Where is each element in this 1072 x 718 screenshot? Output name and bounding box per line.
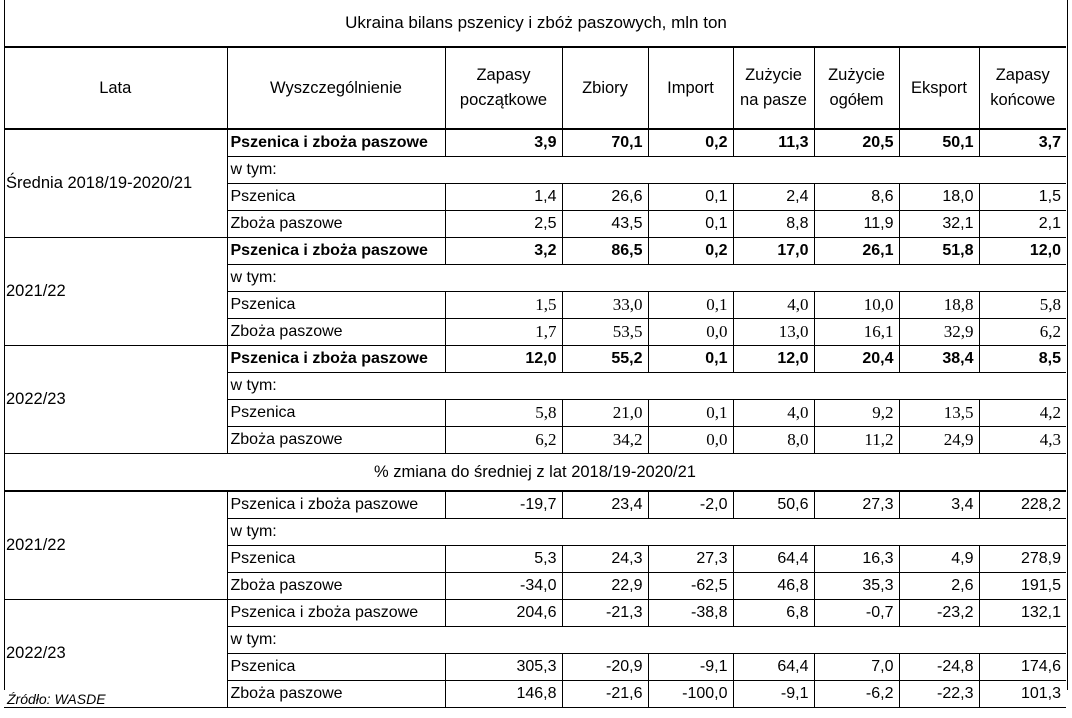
value-cell: 20,4 [814,346,899,373]
value-cell: 1,7 [445,319,562,346]
value-cell: -9,1 [733,681,814,708]
empty-cell [648,519,733,546]
value-cell: 64,4 [733,654,814,681]
value-cell: -19,7 [445,491,562,519]
value-cell: 17,0 [733,238,814,265]
row-label: Pszenica i zboża paszowe [227,600,445,627]
value-cell: 6,2 [979,319,1066,346]
row-label: Pszenica i zboża paszowe [227,129,445,157]
empty-cell [733,373,814,400]
value-cell: 0,1 [648,346,733,373]
column-header: Zbiory [562,47,648,129]
column-header: Zapasy końcowe [979,47,1066,129]
row-label: Zboża paszowe [227,319,445,346]
value-cell: -24,8 [899,654,979,681]
value-cell: 5,8 [445,400,562,427]
value-cell: 13,5 [899,400,979,427]
source-note: Źródło: WASDE [7,691,106,707]
value-cell: 8,5 [979,346,1066,373]
value-cell: 3,7 [979,129,1066,157]
column-header: Zużycie na pasze [733,47,814,129]
balance-table [4,46,1066,708]
value-cell: 18,8 [899,292,979,319]
empty-cell [562,265,648,292]
row-label: Pszenica [227,292,445,319]
column-header: Wyszczególnienie [227,47,445,129]
value-cell: 146,8 [445,681,562,708]
row-label: Zboża paszowe [227,681,445,708]
value-cell: 4,0 [733,400,814,427]
empty-cell [899,265,979,292]
year-label: 2021/22 [4,238,227,346]
value-cell: 16,3 [814,546,899,573]
value-cell: 27,3 [814,491,899,519]
value-cell: 0,2 [648,238,733,265]
value-cell: 38,4 [899,346,979,373]
table-row [4,600,1066,627]
table-row [4,238,1066,265]
value-cell: 8,6 [814,184,899,211]
empty-cell [733,627,814,654]
value-cell: 0,1 [648,184,733,211]
row-label: Zboża paszowe [227,211,445,238]
empty-cell [979,519,1066,546]
table-row [4,346,1066,373]
row-label: Pszenica [227,654,445,681]
row-label: w tym: [227,627,445,654]
column-header: Eksport [899,47,979,129]
empty-cell [814,627,899,654]
column-header: Import [648,47,733,129]
value-cell: 7,0 [814,654,899,681]
value-cell: 0,0 [648,319,733,346]
value-cell: 22,9 [562,573,648,600]
value-cell: 24,3 [562,546,648,573]
value-cell: 3,2 [445,238,562,265]
value-cell: 1,4 [445,184,562,211]
value-cell: 13,0 [733,319,814,346]
value-cell: 16,1 [814,319,899,346]
value-cell: 20,5 [814,129,899,157]
empty-cell [899,627,979,654]
year-label: 2022/23 [4,346,227,454]
value-cell: 27,3 [648,546,733,573]
row-label: w tym: [227,265,445,292]
value-cell: 50,1 [899,129,979,157]
value-cell: 55,2 [562,346,648,373]
value-cell: 8,0 [733,427,814,454]
value-cell: 5,3 [445,546,562,573]
percent-change-row [4,454,1066,492]
value-cell: 12,0 [979,238,1066,265]
value-cell: 26,6 [562,184,648,211]
value-cell: 191,5 [979,573,1066,600]
row-label: Zboża paszowe [227,427,445,454]
empty-cell [979,265,1066,292]
value-cell: -62,5 [648,573,733,600]
value-cell: 4,9 [899,546,979,573]
empty-cell [979,157,1066,184]
value-cell: 278,9 [979,546,1066,573]
value-cell: 26,1 [814,238,899,265]
value-cell: 4,3 [979,427,1066,454]
empty-cell [733,265,814,292]
value-cell: -23,2 [899,600,979,627]
value-cell: 0,1 [648,400,733,427]
empty-cell [562,519,648,546]
value-cell: 6,8 [733,600,814,627]
empty-cell [899,373,979,400]
row-label: w tym: [227,373,445,400]
value-cell: 53,5 [562,319,648,346]
value-cell: 132,1 [979,600,1066,627]
empty-cell [648,627,733,654]
value-cell: 11,9 [814,211,899,238]
value-cell: 0,1 [648,211,733,238]
percent-change-title: % zmiana do średniej z lat 2018/19-2020/21 [4,454,1066,492]
value-cell: 2,1 [979,211,1066,238]
table-row [4,129,1066,157]
year-label: Średnia 2018/19-2020/21 [4,129,227,238]
column-header: Zapasy początkowe [445,47,562,129]
row-label: w tym: [227,519,445,546]
row-label: Pszenica [227,400,445,427]
empty-cell [733,157,814,184]
empty-cell [445,157,562,184]
value-cell: 4,2 [979,400,1066,427]
value-cell: 4,0 [733,292,814,319]
value-cell: 3,4 [899,491,979,519]
empty-cell [648,265,733,292]
row-label: Pszenica i zboża paszowe [227,346,445,373]
empty-cell [814,265,899,292]
value-cell: 2,5 [445,211,562,238]
empty-cell [445,373,562,400]
value-cell: 0,2 [648,129,733,157]
empty-cell [814,157,899,184]
value-cell: 12,0 [445,346,562,373]
value-cell: -21,3 [562,600,648,627]
value-cell: 11,3 [733,129,814,157]
value-cell: -6,2 [814,681,899,708]
empty-cell [445,519,562,546]
empty-cell [899,519,979,546]
empty-cell [648,373,733,400]
column-header: Lata [4,47,227,129]
empty-cell [979,373,1066,400]
value-cell: 6,2 [445,427,562,454]
year-label: 2021/22 [4,491,227,600]
value-cell: 64,4 [733,546,814,573]
empty-cell [648,157,733,184]
value-cell: -20,9 [562,654,648,681]
value-cell: 23,4 [562,491,648,519]
value-cell: 10,0 [814,292,899,319]
value-cell: 2,4 [733,184,814,211]
value-cell: 204,6 [445,600,562,627]
row-label: Pszenica [227,546,445,573]
row-label: Zboża paszowe [227,573,445,600]
value-cell: 3,9 [445,129,562,157]
empty-cell [979,627,1066,654]
value-cell: 5,8 [979,292,1066,319]
value-cell: 12,0 [733,346,814,373]
table-row [4,491,1066,519]
value-cell: 11,2 [814,427,899,454]
value-cell: 51,8 [899,238,979,265]
value-cell: 0,1 [648,292,733,319]
value-cell: 32,9 [899,319,979,346]
column-header: Zużycie ogółem [814,47,899,129]
value-cell: 2,6 [899,573,979,600]
empty-cell [562,373,648,400]
value-cell: 34,2 [562,427,648,454]
value-cell: -34,0 [445,573,562,600]
empty-cell [733,519,814,546]
value-cell: 21,0 [562,400,648,427]
row-label: w tym: [227,157,445,184]
value-cell: 86,5 [562,238,648,265]
value-cell: 174,6 [979,654,1066,681]
value-cell: 24,9 [899,427,979,454]
row-label: Pszenica [227,184,445,211]
value-cell: 18,0 [899,184,979,211]
empty-cell [445,265,562,292]
value-cell: 1,5 [979,184,1066,211]
value-cell: 1,5 [445,292,562,319]
value-cell: 33,0 [562,292,648,319]
empty-cell [562,627,648,654]
header-row [4,47,1066,129]
value-cell: -100,0 [648,681,733,708]
year-label: 2022/23 [4,600,227,708]
value-cell: -22,3 [899,681,979,708]
value-cell: 50,6 [733,491,814,519]
table-title: Ukraina bilans pszenicy i zbóż paszowych, mln ton [345,13,727,32]
row-label: Pszenica i zboża paszowe [227,491,445,519]
value-cell: 228,2 [979,491,1066,519]
empty-cell [899,157,979,184]
value-cell: 46,8 [733,573,814,600]
value-cell: -21,6 [562,681,648,708]
empty-cell [814,519,899,546]
value-cell: 35,3 [814,573,899,600]
value-cell: -0,7 [814,600,899,627]
value-cell: -38,8 [648,600,733,627]
value-cell: 0,0 [648,427,733,454]
value-cell: -2,0 [648,491,733,519]
value-cell: 9,2 [814,400,899,427]
value-cell: 43,5 [562,211,648,238]
row-label: Pszenica i zboża paszowe [227,238,445,265]
empty-cell [814,373,899,400]
value-cell: 32,1 [899,211,979,238]
value-cell: 70,1 [562,129,648,157]
value-cell: 305,3 [445,654,562,681]
value-cell: -9,1 [648,654,733,681]
empty-cell [445,627,562,654]
value-cell: 101,3 [979,681,1066,708]
empty-cell [562,157,648,184]
value-cell: 8,8 [733,211,814,238]
